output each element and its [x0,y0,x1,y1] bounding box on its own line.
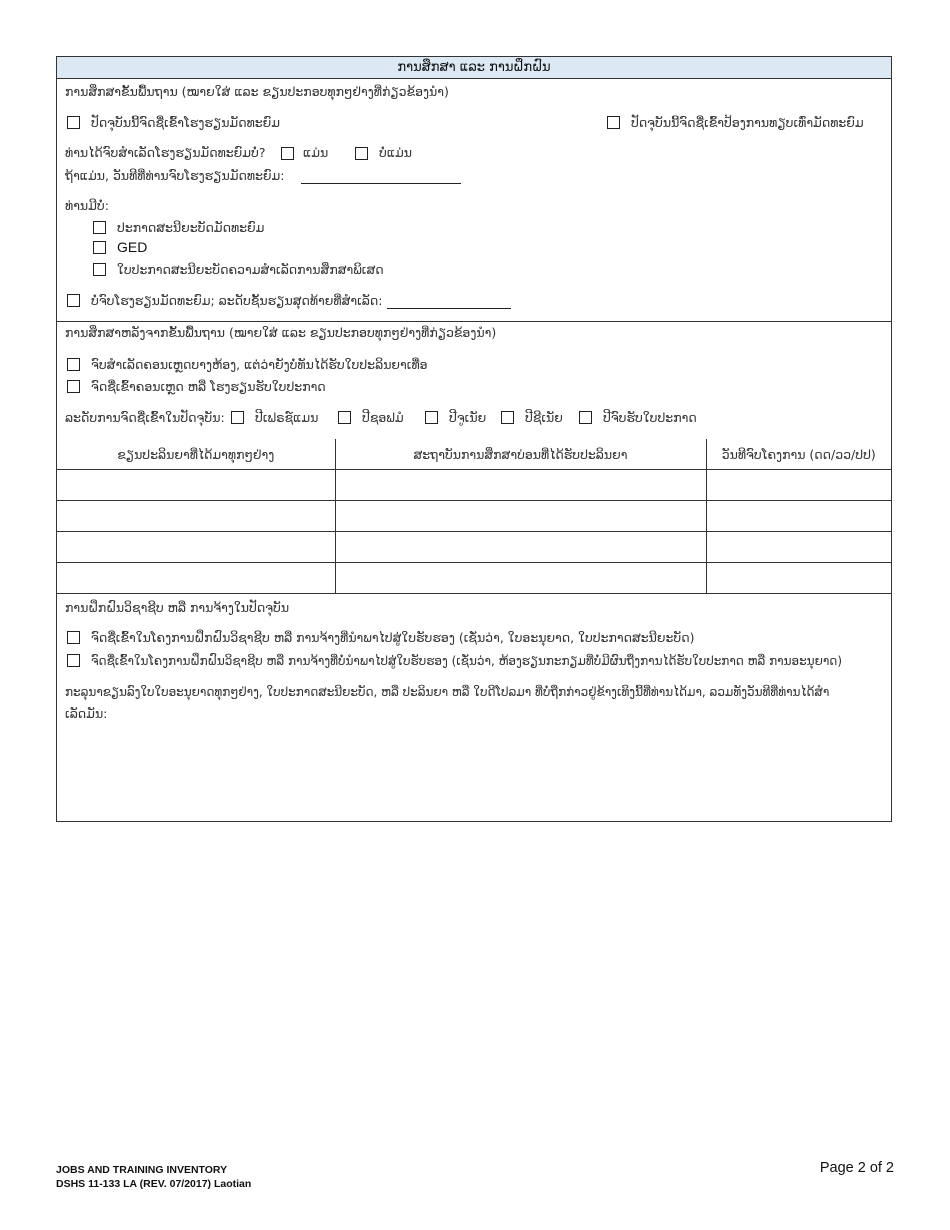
degree-cell[interactable] [57,532,335,563]
completion-date-column-header: ວັນທີຈົບໂຄງການ (ດດ/ວວ/ປປ) [706,439,891,470]
list-instruction-line2: ເລັດມັນ: [65,706,108,721]
section-title: ການສຶກສາ ແລະ ການຝຶກຝົນ [57,57,891,79]
some-college-label: ຈົບສຳເລັດຄອນເຫຼດບາງຫ້ອງ, ແຕ່ວ່າຍັງບໍ່ທັນໄດ້ຮັບໃບປະລິນຍາເທື່ອ [91,357,428,372]
attending-equivalency-label: ປັດຈຸບັນນີ້ຈົດຊື່ເຂົ້າປ້ອງການທຽບເທົ່າມັດທະຍົມ [631,115,864,130]
institution-cell[interactable] [335,563,706,594]
table-row [57,501,891,532]
graduate-label: ປີຈົບຮັບໃບປະກາດ [603,410,697,425]
graduation-date-field[interactable] [301,183,461,184]
freshman-label: ປີເຟຣຊ໌ແມນ [255,410,319,425]
not-graduated-checkbox[interactable] [67,294,80,307]
table-row [57,470,891,501]
graduate-checkbox[interactable] [579,411,592,424]
section-divider [57,321,891,322]
degree-column-header: ຂຽນປະລິນຍາທີ່ໄດ້ມາທຸກໆຢ່າງ [57,439,335,470]
higher-education-heading: ການສຶກສາຫລັງຈາກຂັ້ນພື້ນຖານ (ໝາຍໃສ່ ແລະ ຂຽນປະກອບທຸກໆຢ່າງທີ່ກ່ຽວຂ້ອງນຳ) [65,325,497,340]
high-school-diploma-checkbox[interactable] [93,221,106,234]
current-level-label: ລະດັບການຈົດຊື່ເຂົ້າໃນປັດຈຸບັນ: [65,410,225,425]
degrees-table [57,439,891,594]
freshman-checkbox[interactable] [231,411,244,424]
institution-cell[interactable] [335,470,706,501]
enrolled-college-checkbox[interactable] [67,380,80,393]
basic-education-heading: ການສຶກສາຂັ້ນພື້ນຖານ (ໝາຍໃສ່ ແລະ ຂຽນປະກອບທຸກໆຢ່າງທີ່ກ່ຽວຂ້ອງນຳ) [65,84,449,99]
enrolled-college-label: ຈົດຊື່ເຂົ້າຄອນເຫຼດ ຫລື ໂຮງຮຽນຮັບໃບປະກາດ [91,379,326,394]
graduated-question: ທ່ານໄດ້ຈົບສຳເລັດໂຮງຮຽນມັດທະຍົມບໍ່? [65,145,266,160]
graduated-yes-checkbox[interactable] [281,147,294,160]
vocational-not-certified-checkbox[interactable] [67,654,80,667]
graduated-yes-label: ແມ່ນ [303,145,329,160]
sophomore-checkbox[interactable] [338,411,351,424]
form-number: DSHS 11-133 LA (REV. 07/2017) Laotian [56,1178,252,1190]
last-grade-completed-field[interactable] [387,308,511,309]
table-row [57,563,891,594]
vocational-certified-label: ຈົດຊື່ເຂົ້າໃນໂຄງການຝຶກຝົນວິຊາຊີບ ຫລື ການຈ້າງທີ່ນຳພາໄປສູ່ໃບຮັບຮອງ (ເຊັ່ນວ່າ, ໃບອະນຸຍາດ, ໃບປະກາດສະນີຍະບັດ) [91,630,695,645]
vocational-heading: ການຝຶກຝົນວິຊາຊີບ ຫລື ການຈ້າງໃນປັດຈຸບັນ [65,600,290,615]
attending-high-school-label: ປັດຈຸບັນນີ້ຈົດຊື່ເຂົ້າໂຮງຮຽນມັດທະຍົມ [91,115,281,130]
high-school-diploma-label: ປະກາດສະນີຍະບັດມັດທະຍົມ [117,220,265,235]
degree-cell[interactable] [57,470,335,501]
ged-label: GED [117,239,148,255]
attending-high-school-checkbox[interactable] [67,116,80,129]
institution-cell[interactable] [335,532,706,563]
completion-date-cell[interactable] [706,501,891,532]
completion-date-cell[interactable] [706,563,891,594]
institution-cell[interactable] [335,501,706,532]
licenses-text-area[interactable] [65,729,883,815]
list-instruction-line1: ກະລຸນາຂຽນລົງໃບໃບອະນຸຍາດທຸກໆຢ່າງ, ໃບປະກາດສະນີຍະບັດ, ຫລື ປະລິນຍາ ຫລື ໃບດີໂປລມາ ທີ່ບໍ່ຖືກກ່າວຢູ່ຂ້າງເທິງນີ້ທີ່ທ່ານໄດ້ມາ, ລວມທັງວັນທີທີ່ທ່ານໄດ້ສຳ [65,685,830,699]
you-have-label: ທ່ານມີບໍ່: [65,198,109,213]
not-graduated-label: ບໍ່ຈົບໂຮງຮຽນມັດທະຍົມ; ລະດັບຊັ້ນຮຽນສຸດທ້າຍທີ່ສຳເລັດ: [91,293,383,308]
completion-date-cell[interactable] [706,470,891,501]
table-row [57,532,891,563]
vocational-certified-checkbox[interactable] [67,631,80,644]
junior-label: ປີຈູເນັຍ [449,410,487,425]
junior-checkbox[interactable] [425,411,438,424]
education-training-form [56,56,892,822]
completion-date-cell[interactable] [706,532,891,563]
degree-cell[interactable] [57,501,335,532]
some-college-checkbox[interactable] [67,358,80,371]
form-name: JOBS AND TRAINING INVENTORY [56,1164,228,1176]
page-number: Page 2 of 2 [819,1160,894,1176]
degree-cell[interactable] [57,563,335,594]
vocational-not-certified-label: ຈົດຊື່ເຂົ້າໃນໂຄງການຝຶກຝົນວິຊາຊີບ ຫລື ການຈ້າງທີ່ບໍ່ນຳພາໄປສູ່ໃບຮັບຮອງ (ເຊັ່ນວ່າ, ຫ້ອງຮຽນກະກຽມທີ່ບໍ່ມີຜົນຖືງການໄດ້ຮັບໃບປະກາດ ຫລື ການອະນຸຍາດ) [91,654,843,668]
table-header-row [57,439,891,470]
senior-checkbox[interactable] [501,411,514,424]
special-education-certificate-checkbox[interactable] [93,263,106,276]
institution-column-header: ສະຖາບັນການສຶກສາບ່ອນທີ່ໄດ້ຮັບປະລິນຍາ [335,439,706,470]
sophomore-label: ປີຊອຟມໍ [362,410,404,425]
attending-equivalency-checkbox[interactable] [607,116,620,129]
senior-label: ປີຊີເນັຍ [525,410,563,425]
graduation-date-label: ຖ້າແມ່ນ, ວັນທີທີ່ທ່ານຈົບໂຮງຮຽນມັດທະຍົມ: [65,168,285,183]
graduated-no-label: ບໍ່ແມ່ນ [379,145,413,160]
special-education-certificate-label: ໃບປະກາດສະນີຍະບັດຄວາມສຳເລັດການສຶກສາພິເສດ [117,262,384,277]
ged-checkbox[interactable] [93,241,106,254]
graduated-no-checkbox[interactable] [355,147,368,160]
form-footer [56,1163,251,1191]
